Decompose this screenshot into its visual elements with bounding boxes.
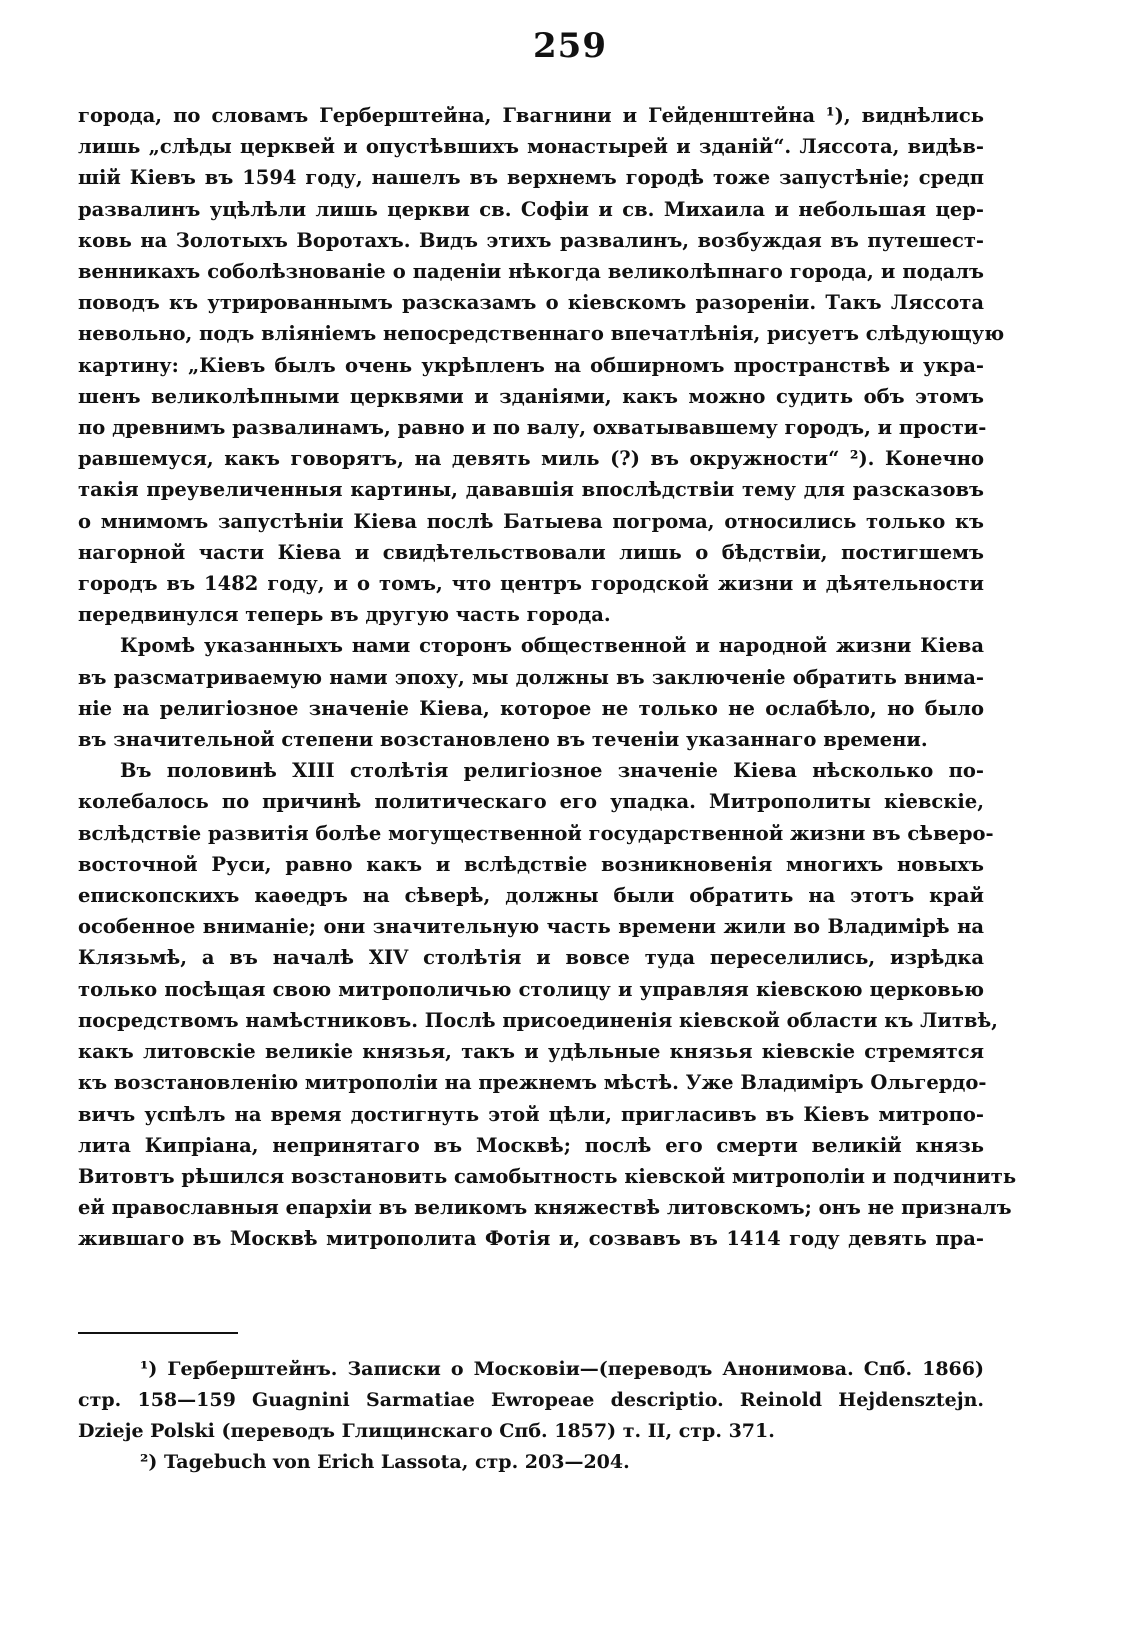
text-line: равшемуся, какъ говорятъ, на девять миль (?) въ окружности“ ²). Конечно [78,447,984,471]
text-line: только посѣщая свою митрополичью столицу и управляя кіевскою церковью [78,977,984,1001]
paragraph-3 [78,755,1017,1254]
text-line: Витовтъ рѣшился возстановить самобытность кіевской митрополіи и подчинить [78,1164,1017,1188]
text-line: ковь на Золотыхъ Воротахъ. Видъ этихъ развалинъ, возбуждая въ путешест- [78,228,984,252]
text-line: лита Кипріана, непринятаго въ Москвѣ; послѣ его смерти великій князь [78,1133,984,1157]
text-line: къ возстановленію митрополіи на прежнемъ мѣстѣ. Уже Владиміръ Ольгердо- [78,1071,987,1095]
text-line: шій Кіевъ въ 1594 году, нашелъ въ верхнемъ городѣ тоже запустѣніе; средп [78,166,984,190]
text-line: въ разсматриваемую нами эпоху, мы должны въ заключеніе обратить внима- [78,665,984,689]
footnotes [78,1354,984,1478]
text-line: по древнимъ развалинамъ, равно и по валу, охватывавшему городъ, и прости- [78,416,987,440]
footnote-marker: ²) [140,1451,158,1473]
text-line: жившаго въ Москвѣ митрополита Фотія и, созвавъ въ 1414 году девять пра- [78,1227,984,1251]
text-line: развалинъ уцѣлѣли лишь церкви св. Софіи и св. Михаила и небольшая цер- [78,197,984,221]
text-line: ей православныя епархіи въ великомъ княжествѣ литовскомъ; онъ не призналъ [78,1196,1012,1220]
text-line: нагорной части Кіева и свидѣтельствовали лишь о бѣдствіи, постигшемъ [78,540,984,564]
text-line: лишь „слѣды церквей и опустѣвшихъ монастырей и зданій“. Ляссота, видѣв- [78,135,984,159]
footnote-text: Герберштейнъ. Записки о Московіи—(переводъ Анонимова. Спб. 1866) [167,1358,984,1380]
footnote-text: Tagebuch von Erich Lassota, стр. 203—204. [163,1451,630,1473]
text-line: невольно, подъ вліяніемъ непосредственнаго впечатлѣнія, рисуетъ слѣдующую [78,322,1005,346]
text-line: вичъ успѣлъ на время достигнуть этой цѣли, пригласивъ въ Кіевъ митропо- [78,1102,984,1126]
text-line: Клязьмѣ, а въ началѣ XIV столѣтія и вовсе туда переселились, изрѣдка [78,946,984,970]
footnote-1 [78,1354,984,1447]
paragraph-1 [78,100,1005,630]
footnote-separator [78,1332,238,1334]
text-line: въ значительной степени возстановлено въ теченіи указаннаго времени. [78,728,928,752]
text-line: посредствомъ намѣстниковъ. Послѣ присоединенія кіевской области къ Литвѣ, [78,1008,998,1032]
text-line: о мнимомъ запустѣніи Кіева послѣ Батыева погрома, относились только къ [78,509,984,533]
footnote-marker: ¹) [140,1358,158,1380]
text-line: особенное вниманіе; они значительную часть времени жили во Владимірѣ на [78,915,984,939]
text-line: такія преувеличенныя картины, дававшія впослѣдствіи тему для разсказовъ [78,478,984,502]
footnote-line: стр. 158—159 Guagnini Sarmatiae Ewropeae descriptio. Reinold Hejdensztejn. [78,1389,984,1411]
text-line: поводъ къ утрированнымъ разсказамъ о кіевскомъ разореніи. Такъ Ляссота [78,291,984,315]
body-text [78,100,1017,1255]
text-line: восточной Руси, равно какъ и вслѣдствіе возникновенія многихъ новыхъ [78,852,984,876]
footnote-line: Dzieje Polski (переводъ Глищинскаго Спб. 1857) т. II, стр. 371. [78,1420,775,1442]
text-line: городъ въ 1482 году, и о томъ, что центръ городской жизни и дѣятельности [78,572,984,596]
text-line: города, по словамъ Герберштейна, Гвагнини и Гейденштейна ¹), виднѣлись [78,104,984,127]
paragraph-2 [78,630,984,755]
text-line: колебалось по причинѣ политическаго его упадка. Митрополиты кіевскіе, [78,790,984,814]
text-line: вслѣдствіе развитія болѣе могущественной государственной жизни въ сѣверо- [78,821,994,845]
text-line: картину: „Кіевъ былъ очень укрѣпленъ на обширномъ пространствѣ и укра- [78,353,984,377]
text-line: ніе на религіозное значеніе Кіева, которое не только не ослабѣло, но было [78,696,984,720]
page-number: 259 [533,26,607,66]
text-line: Въ половинѣ XIII столѣтія религіозное значеніе Кіева нѣсколько по- [120,759,984,783]
text-line: Кромѣ указанныхъ нами сторонъ общественной и народной жизни Кіева [120,634,984,658]
text-line: шенъ великолѣпными церквями и зданіями, какъ можно судить объ этомъ [78,384,984,408]
footnote-2 [78,1447,984,1478]
text-line: какъ литовскіе великіе князья, такъ и удѣльные князья кіевскіе стремятся [78,1040,984,1064]
text-line: епископскихъ каѳедръ на сѣверѣ, должны были обратить на этотъ край [78,884,984,908]
footnote-line [78,1354,984,1385]
text-line: венникахъ соболѣзнованіе о паденіи нѣкогда великолѣпнаго города, и подалъ [78,260,984,284]
text-line: передвинулся теперь въ другую часть города. [78,603,611,627]
footnote-line [78,1447,984,1478]
